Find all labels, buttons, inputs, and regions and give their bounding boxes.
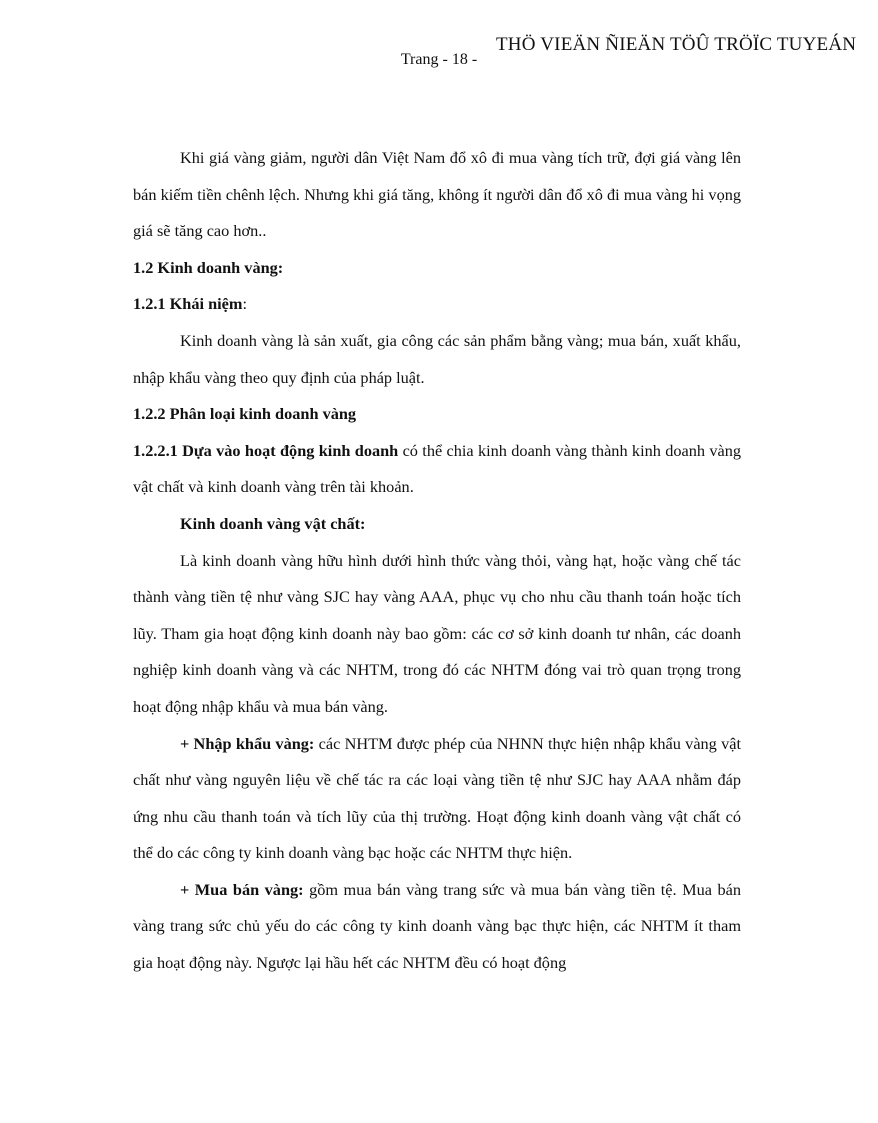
trade-label: + Mua bán vàng: bbox=[180, 879, 304, 899]
trade-text: gồm mua bán vàng trang sức và mua bán vàng tiền tệ. Mua bán vàng trang sức chủ yếu do các công ty kinh doanh vàng bạc thực hiện, các NHTM ít tham gia hoạt động này. Ngược lại hầu hết các NHTM đều có hoạt động bbox=[133, 879, 741, 973]
paragraph-physical-gold: Là kinh doanh vàng hữu hình dưới hình thức vàng thỏi, vàng hạt, hoặc vàng chế tác thành vàng tiền tệ như vàng SJC hay vàng AAA, phục vụ cho nhu cầu thanh toán hoặc tích lũy. Tham gia hoạt động kinh doanh này bao gồm: các cơ sở kinh doanh tư nhân, các doanh nghiệp kinh doanh vàng và các NHTM, trong đó các NHTM đóng vai trò quan trọng trong hoạt động nhập khẩu và mua bán vàng. bbox=[133, 550, 741, 716]
paragraph-definition: Kinh doanh vàng là sản xuất, gia công các sản phẩm bằng vàng; mua bán, xuất khẩu, nhập khẩu vàng theo quy định của pháp luật. bbox=[133, 330, 741, 387]
site-header: THÖ VIEÄN ÑIEÄN TÖÛ TRÖÏC TUYEÁN bbox=[496, 34, 857, 55]
import-label: + Nhập khẩu vàng: bbox=[180, 733, 315, 753]
document-body bbox=[133, 140, 741, 982]
subheading-physical-gold: Kinh doanh vàng vật chất: bbox=[180, 513, 366, 533]
page-number: Trang - 18 - bbox=[400, 51, 478, 68]
heading-1-2-1-text: 1.2.1 Khái niệm bbox=[133, 294, 243, 314]
import-text: các NHTM được phép của NHNN thực hiện nhập khẩu vàng vật chất như vàng nguyên liệu về chế tác ra các loại vàng tiền tệ như SJC hay AAA nhằm đáp ứng nhu cầu thanh toán và tích lũy của thị trường. Hoạt động kinh doanh vàng vật chất có thể do các công ty kinh doanh vàng bạc hoặc các NHTM thực hiện. bbox=[133, 733, 741, 863]
classification-text: có thể chia kinh doanh vàng thành kinh doanh vàng vật chất và kinh doanh vàng trên tài khoản. bbox=[133, 440, 742, 497]
paragraph-gold-import bbox=[133, 726, 741, 872]
section-heading-1-2-2: 1.2.2 Phân loại kinh doanh vàng bbox=[133, 404, 357, 424]
paragraph-classification bbox=[133, 433, 741, 506]
section-heading-1-2: 1.2 Kinh doanh vàng: bbox=[133, 257, 284, 277]
section-heading-1-2-1 bbox=[133, 286, 741, 323]
heading-1-2-2-1: 1.2.2.1 Dựa vào hoạt động kinh doanh bbox=[133, 440, 399, 460]
paragraph-gold-trade bbox=[133, 872, 741, 982]
heading-1-2-1-colon: : bbox=[242, 294, 247, 314]
paragraph-gold-buying-behavior: Khi giá vàng giảm, người dân Việt Nam đổ xô đi mua vàng tích trữ, đợi giá vàng lên bán kiếm tiền chênh lệch. Nhưng khi giá tăng, không ít người dân đổ xô đi mua vàng hi vọng giá sẽ tăng cao hơn.. bbox=[133, 148, 741, 241]
